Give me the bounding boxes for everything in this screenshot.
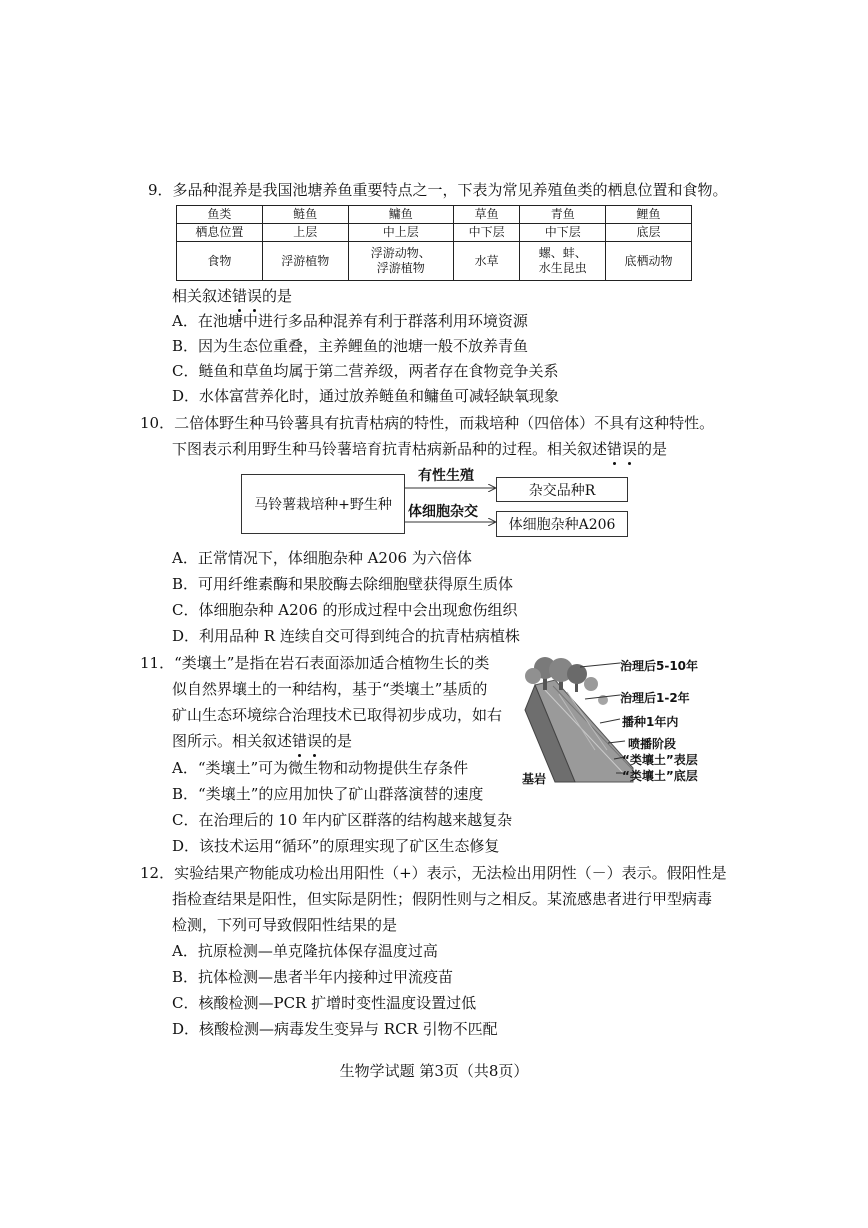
table-cell: 中下层 [520, 224, 606, 242]
q10-stem-line2 [172, 438, 667, 460]
arrow-lines [403, 476, 498, 526]
emphasis-char: 误 [247, 287, 263, 305]
table-cell: 上层 [262, 224, 348, 242]
table-cell [348, 242, 453, 281]
table-row [177, 242, 692, 281]
table-cell: 中下层 [453, 224, 519, 242]
cell-line: 浮游动物、 [370, 246, 431, 260]
target-box-hybrid-r: 杂交品种R [496, 477, 628, 502]
emphasis-char: 错 [232, 287, 248, 305]
page-footer: 生物学试题 第3页（共8页） [339, 1062, 529, 1080]
q12-option-d: D．核酸检测—病毒发生变异与 RCR 引物不匹配 [172, 1020, 498, 1038]
table-cell: 鲤鱼 [606, 206, 692, 224]
figure-label-spray: 喷播阶段 [628, 737, 677, 751]
text-segment: 的是 [322, 732, 353, 750]
table-row [177, 224, 692, 242]
q12-option-c: C．核酸检测—PCR 扩增时变性温度设置过低 [172, 994, 477, 1012]
q10-option-d: D．利用品种 R 连续自交可得到纯合的抗青枯病植株 [172, 627, 520, 645]
q10-stem-line1: 10．二倍体野生种马铃薯具有抗青枯病的特性，而栽培种（四倍体）不具有这种特性。 [140, 414, 715, 432]
text-segment: 相关叙述 [172, 287, 233, 305]
emphasis-char: 错 [607, 440, 623, 458]
cell-line: 浮游植物 [376, 261, 425, 275]
figure-label-5-10yr: 治理后5-10年 [620, 659, 699, 673]
table-cell: 鳙鱼 [348, 206, 453, 224]
q10-option-b: B．可用纤维素酶和果胶酶去除细胞壁获得原生质体 [172, 575, 514, 593]
q11-option-d: D．该技术运用“循环”的原理实现了矿区生态修复 [172, 837, 500, 855]
q11-option-c: C．在治理后的 10 年内矿区群落的结构越来越复杂 [172, 811, 513, 829]
emphasis-char: 错 [292, 732, 308, 750]
fish-habitat-table [176, 205, 692, 281]
figure-label-1-2yr: 治理后1-2年 [620, 691, 690, 705]
figure-label-bedrock: 基岩 [522, 772, 547, 786]
q11-option-b: B．“类壤土”的应用加快了矿山群落演替的速度 [172, 785, 484, 803]
source-box: 马铃薯栽培种+野生种 [241, 474, 405, 534]
target-box-a206: 体细胞杂种A206 [496, 511, 628, 537]
figure-label-bottom: “类壤土”底层 [622, 769, 698, 783]
q9-option-a: A．在池塘中进行多品种混养有利于群落利用环境资源 [172, 312, 528, 330]
table-cell: 鱼类 [177, 206, 263, 224]
table-cell: 底层 [606, 224, 692, 242]
arrow-label-sexual: 有性生殖 [418, 468, 474, 484]
table-cell: 浮游植物 [262, 242, 348, 281]
arrow-label-somatic: 体细胞杂交 [408, 504, 478, 520]
q11-stem-line1: 11．“类壤土”是指在岩石表面添加适合植物生长的类 [140, 654, 490, 672]
emphasis-char: 误 [307, 732, 323, 750]
table-cell: 水草 [453, 242, 519, 281]
q9-lead [172, 285, 292, 307]
table-cell [520, 242, 606, 281]
q11-stem-line2: 似自然界壤土的一种结构，基于“类壤土”基质的 [172, 680, 488, 698]
q9-option-b: B．因为生态位重叠，主养鲤鱼的池塘一般不放养青鱼 [172, 337, 529, 355]
q11-option-a: A．“类壤土”可为微生物和动物提供生存条件 [172, 759, 469, 777]
q12-stem-line1: 12．实验结果产物能成功检出用阳性（+）表示，无法检出用阴性（－）表示。假阳性是 [140, 864, 727, 882]
q12-option-b: B．抗体检测—患者半年内接种过甲流疫苗 [172, 968, 454, 986]
text-segment: 下图表示利用野生种马铃薯培育抗青枯病新品种的过程。相关叙述 [172, 440, 608, 458]
table-row [177, 206, 692, 224]
table-cell: 鲢鱼 [262, 206, 348, 224]
q12-stem-line2: 指检查结果是阳性，但实际是阴性；假阴性则与之相反。某流感患者进行甲型病毒 [172, 890, 713, 908]
table-cell: 底栖动物 [606, 242, 692, 281]
table-cell: 青鱼 [520, 206, 606, 224]
text-segment: 的是 [637, 440, 668, 458]
q9-option-d: D．水体富营养化时，通过放养鲢鱼和鳙鱼可减轻缺氧现象 [172, 387, 560, 405]
q9-stem: 9．多品种混养是我国池塘养鱼重要特点之一，下表为常见养殖鱼类的栖息位置和食物。 [148, 181, 728, 199]
table-cell: 栖息位置 [177, 224, 263, 242]
figure-label-surface: “类壤土”表层 [622, 753, 698, 767]
figure-label-sowing: 播种1年内 [622, 715, 679, 729]
table-cell: 中上层 [348, 224, 453, 242]
emphasis-char: 误 [622, 440, 638, 458]
q12-stem-line3: 检测，下列可导致假阳性结果的是 [172, 916, 398, 934]
cell-line: 水生昆虫 [538, 261, 587, 275]
q11-stem-line3: 矿山生态环境综合治理技术已取得初步成功，如右 [172, 706, 503, 724]
cell-line: 螺、蚌、 [538, 246, 587, 260]
table-cell: 食物 [177, 242, 263, 281]
table-cell: 草鱼 [453, 206, 519, 224]
q9-option-c: C．鲢鱼和草鱼均属于第二营养级，两者存在食物竞争关系 [172, 362, 559, 380]
text-segment: 图所示。相关叙述 [172, 732, 293, 750]
q10-option-c: C．体细胞杂种 A206 的形成过程中会出现愈伤组织 [172, 601, 518, 619]
text-segment: 的是 [262, 287, 293, 305]
q11-stem-line4 [172, 730, 352, 752]
q10-option-a: A．正常情况下，体细胞杂种 A206 为六倍体 [172, 549, 472, 567]
q12-option-a: A．抗原检测—单克隆抗体保存温度过高 [172, 942, 438, 960]
